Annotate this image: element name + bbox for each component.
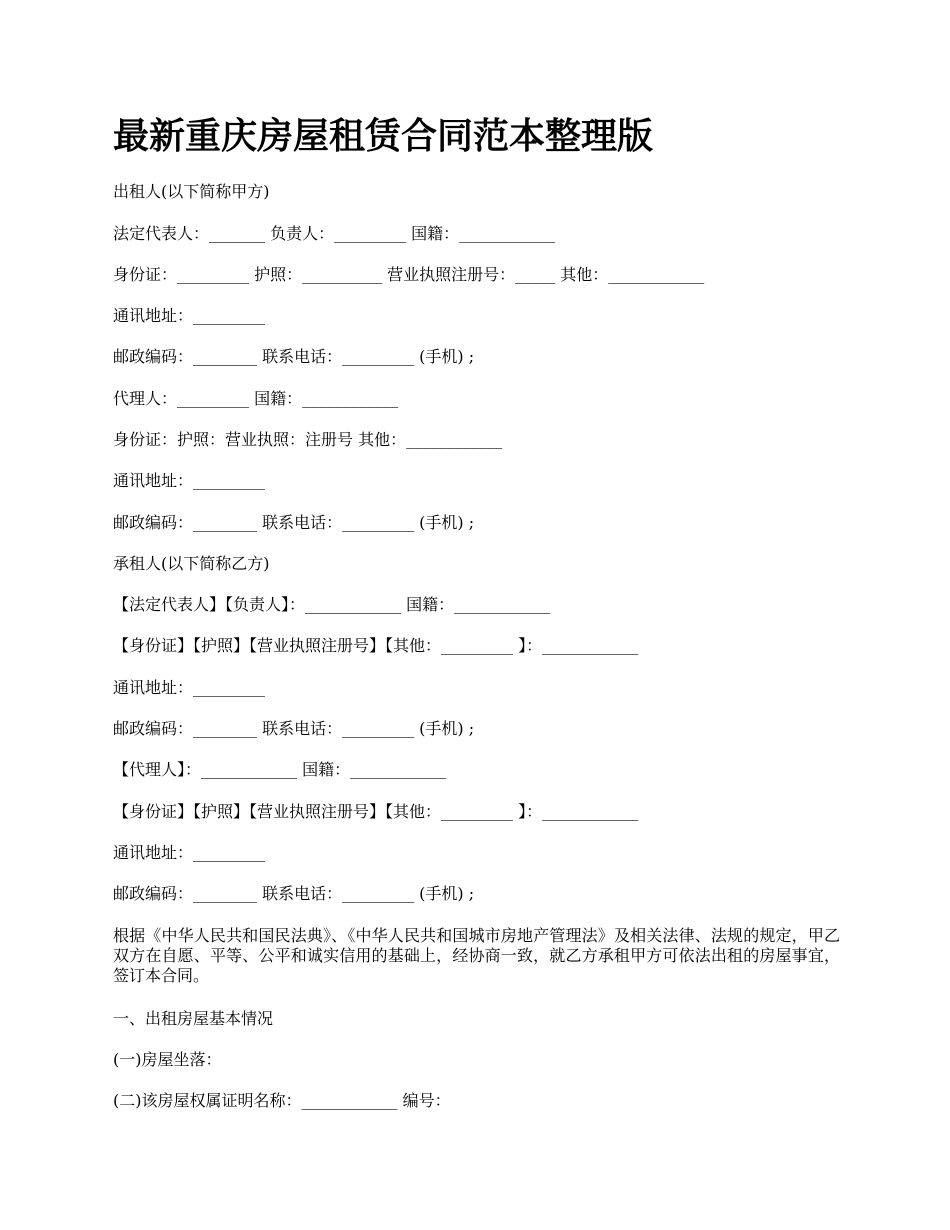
lessor-address-line: 通讯地址：_________ bbox=[113, 306, 266, 325]
lessee-address-line: 通讯地址：_________ bbox=[113, 678, 266, 697]
lessee-agent-contact-line: 邮政编码：________ 联系电话：_________ (手机) ; bbox=[113, 884, 475, 903]
lessee-agent-line: 【代理人】：____________ 国籍：____________ bbox=[113, 760, 447, 779]
lessee-heading: 承租人(以下简称乙方) bbox=[113, 554, 270, 573]
lessee-representative-line: 【法定代表人】【负责人】：____________ 国籍：____________ bbox=[113, 595, 551, 614]
lessee-agent-id-line: 【身份证】【护照】【营业执照注册号】【其他：_________ 】：____________ bbox=[113, 802, 639, 821]
lessee-contact-line: 邮政编码：________ 联系电话：_________ (手机) ; bbox=[113, 719, 475, 738]
lessor-representative-line: 法定代表人：_______ 负责人：_________ 国籍：____________ bbox=[113, 224, 556, 243]
clause-location: (一)房屋坐落： bbox=[113, 1050, 222, 1069]
lessor-agent-address-line: 通讯地址：_________ bbox=[113, 471, 266, 490]
lessor-heading: 出租人(以下简称甲方) bbox=[113, 182, 270, 201]
lessor-id-line: 身份证：_________ 护照：__________ 营业执照注册号：_____ 其他：____________ bbox=[113, 265, 705, 284]
section-heading: 一、出租房屋基本情况 bbox=[113, 1009, 274, 1028]
clause-ownership-certificate: (二)该房屋权属证明名称：____________ 编号： bbox=[113, 1091, 451, 1110]
lessor-contact-line: 邮政编码：________ 联系电话：_________ (手机) ; bbox=[113, 347, 475, 366]
legal-basis-paragraph: 根据《中华人民共和国民法典》、《中华人民共和国城市房地产管理法》及相关法律、法规的规定，甲乙双方在自愿、平等、公平和诚实信用的基础上，经协商一致，就乙方承租甲方可依法出租的房屋事宜，签订本合同。 bbox=[113, 926, 840, 985]
lessee-agent-address-line: 通讯地址：_________ bbox=[113, 843, 266, 862]
lessor-agent-contact-line: 邮政编码：________ 联系电话：_________ (手机) ; bbox=[113, 513, 475, 532]
lessee-id-line: 【身份证】【护照】【营业执照注册号】【其他：_________ 】：____________ bbox=[113, 636, 639, 655]
lessor-agent-line: 代理人：_________ 国籍：____________ bbox=[113, 389, 399, 408]
lessor-agent-id-line: 身份证：护照：营业执照：注册号 其他：____________ bbox=[113, 430, 503, 449]
document-title: 最新重庆房屋租赁合同范本整理版 bbox=[113, 115, 654, 157]
